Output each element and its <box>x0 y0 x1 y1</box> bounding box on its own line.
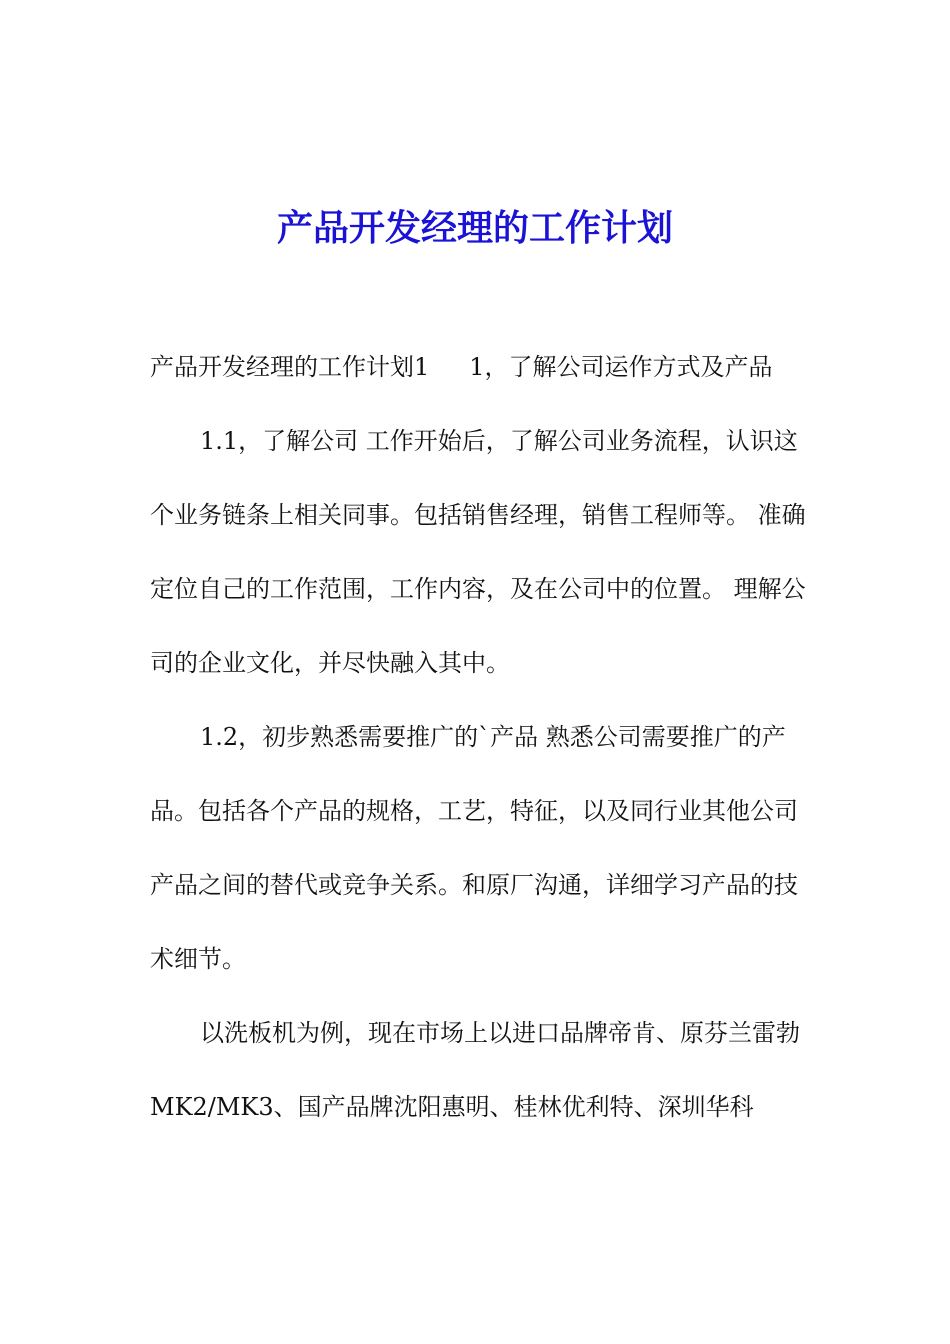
section-subheading-text: 1，了解公司运作方式及产品 <box>469 353 773 381</box>
section-heading-text: 产品开发经理的工作计划1 <box>150 353 430 381</box>
paragraph-heading <box>150 330 810 404</box>
paragraph-1-2: 1.2，初步熟悉需要推广的`产品 熟悉公司需要推广的产品。包括各个产品的规格，工艺，特征，以及同行业其他公司产品之间的替代或竞争关系。和原厂沟通，详细学习产品的技术细节。 <box>150 723 798 973</box>
paragraph-example: 以洗板机为例，现在市场上以进口品牌帝肯、原芬兰雷勃MK2/MK3、国产品牌沈阳惠明、桂林优利特、深圳华科 <box>150 1019 800 1121</box>
paragraph-1-1: 1.1，了解公司 工作开始后，了解公司业务流程，认识这个业务链条上相关同事。包括销售经理，销售工程师等。 准确定位自己的工作范围，工作内容，及在公司中的位置。 理解公司的企业文化，并尽快融入其中。 <box>150 427 806 677</box>
page-title: 产品开发经理的工作计划 <box>276 207 673 250</box>
document-body <box>150 330 810 1144</box>
